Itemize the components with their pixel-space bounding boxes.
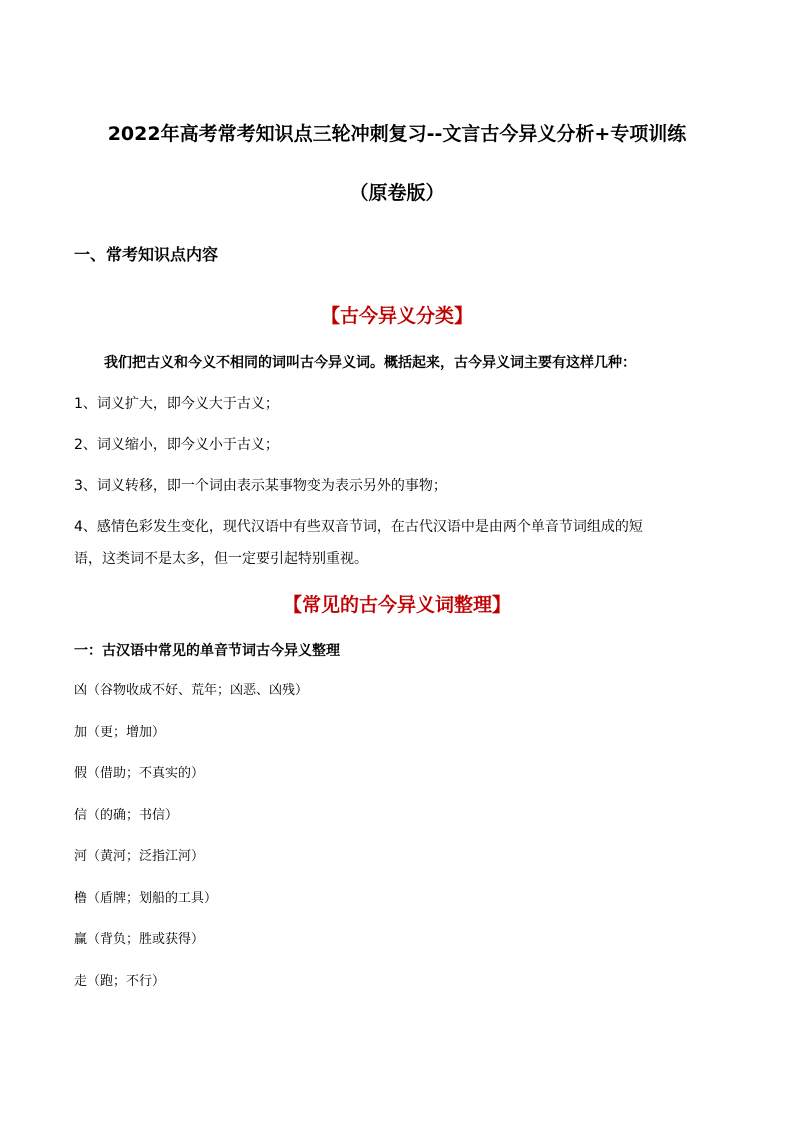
list-item: 赢（背负；胜或获得） [74, 932, 205, 947]
point-item: 2、词义缩小，即今义小于古义； [74, 437, 279, 453]
category-heading: 【古今异义分类】 [320, 305, 473, 327]
point-item: 4、感情色彩发生变化，现代汉语中有些双音节词，在古代汉语中是由两个单音节词组成的短 [74, 519, 643, 535]
list-item: 信（的确；书信） [74, 807, 179, 823]
document-subtitle: （原卷版） [349, 182, 445, 204]
point-item-continuation: 语，这类词不是太多，但一定要引起特别重视。 [74, 551, 368, 567]
list-item: 橹（盾牌；划船的工具） [74, 890, 218, 906]
point-item: 1、词义扩大，即今义大于古义； [74, 396, 279, 412]
list-item: 加（更；增加） [74, 724, 166, 740]
document-title: 2022年高考常考知识点三轮冲刺复习--文言古今异义分析+专项训练 [107, 123, 687, 145]
list-item: 走（跑；不行） [74, 973, 166, 989]
section-heading: 一、常考知识点内容 [74, 245, 219, 264]
common-words-heading: 【常见的古今异义词整理】 [282, 594, 511, 616]
intro-paragraph: 我们把古义和今义不相同的词叫古今异义词。概括起来，古今异义词主要有这样几种： [104, 355, 636, 371]
sub-heading: 一：古汉语中常见的单音节词古今异义整理 [74, 643, 340, 659]
point-item: 3、词义转移，即一个词由表示某事物变为表示另外的事物； [74, 478, 447, 494]
list-item: 河（黄河；泛指江河） [74, 849, 205, 864]
list-item: 凶（谷物收成不好、荒年；凶恶、凶残） [74, 683, 309, 698]
word-list [74, 682, 308, 1014]
list-item: 假（借助；不真实的） [74, 766, 205, 781]
